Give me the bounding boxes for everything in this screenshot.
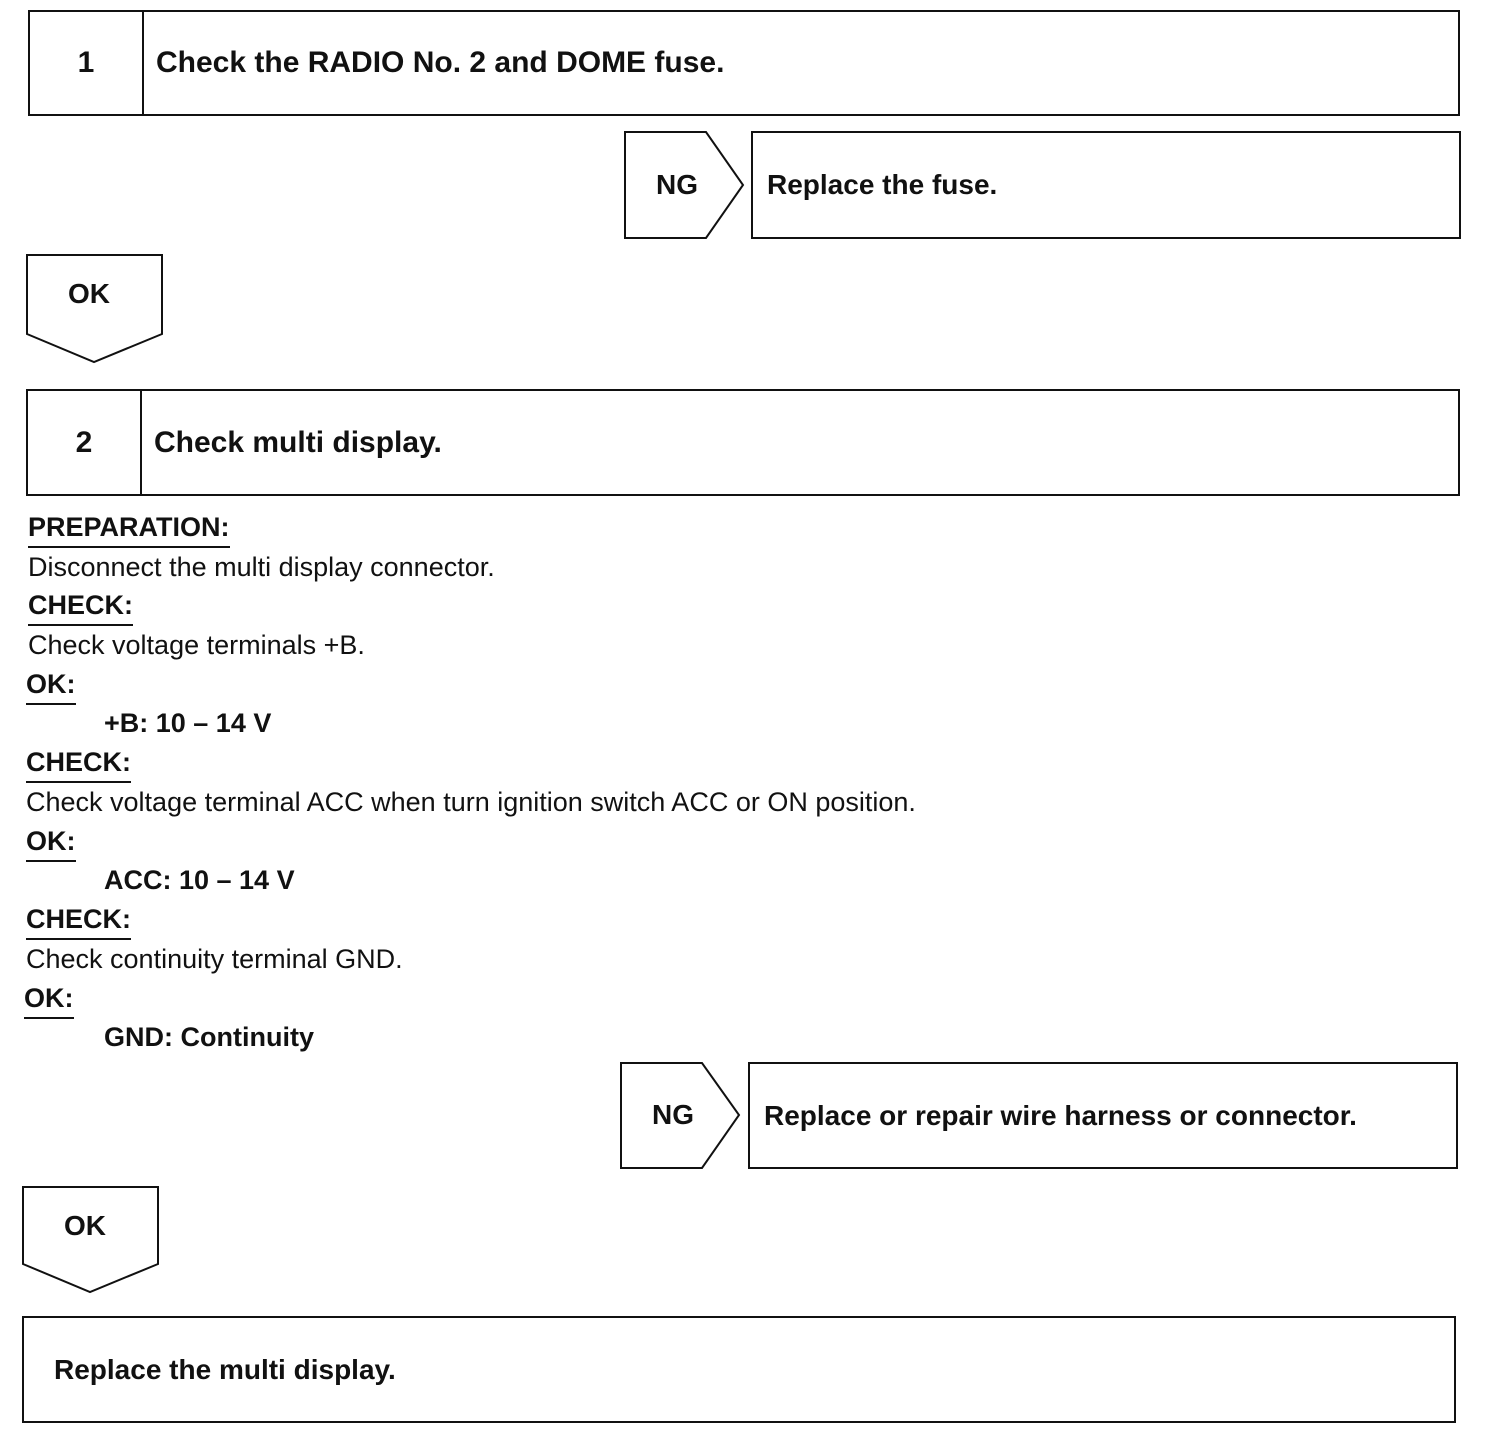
check-3-text: Check continuity terminal GND. [26,944,403,974]
step-2-ok-label: OK [64,1210,106,1241]
step-1-ng-action: Replace the fuse. [767,169,998,200]
step-1-box [28,10,1460,116]
check-3-ok-label: OK: [24,982,74,1019]
step-1-ok-arrow [26,254,164,364]
check-2-ok-label: OK: [26,825,76,862]
step-2-ng-action: Replace or repair wire harness or connector. [764,1099,1357,1131]
check-1-text: Check voltage terminals +B. [28,630,365,660]
step-1-ng-label: NG [656,169,698,200]
step-2-title: Check multi display. [154,425,442,459]
check-1-label: CHECK: [28,589,133,626]
step-1-number: 1 [30,12,144,114]
step-1-ng-arrow [624,131,746,239]
final-action-box [22,1316,1456,1423]
final-action: Replace the multi display. [54,1353,396,1385]
preparation-label: PREPARATION: [28,511,230,548]
step-2-number: 2 [28,391,142,494]
check-3-ok-spec: GND: Continuity [104,1022,314,1052]
check-3-label: CHECK: [26,903,131,940]
step-2-ng-arrow [620,1062,742,1169]
step-2-ng-action-box [748,1062,1458,1169]
check-1-ok-label: OK: [26,668,76,705]
check-2-text: Check voltage terminal ACC when turn ignition switch ACC or ON position. [26,787,916,817]
preparation-text: Disconnect the multi display connector. [28,552,495,582]
step-2-box [26,389,1460,496]
step-2-ok-arrow [22,1186,160,1294]
check-2-ok-spec: ACC: 10 – 14 V [104,865,295,895]
step-1-title: Check the RADIO No. 2 and DOME fuse. [156,46,725,79]
step-1-ok-label: OK [68,278,110,309]
step-2-ng-label: NG [652,1099,694,1130]
step-1-ng-action-box [751,131,1461,239]
check-1-ok-spec: +B: 10 – 14 V [104,708,272,738]
check-2-label: CHECK: [26,746,131,783]
